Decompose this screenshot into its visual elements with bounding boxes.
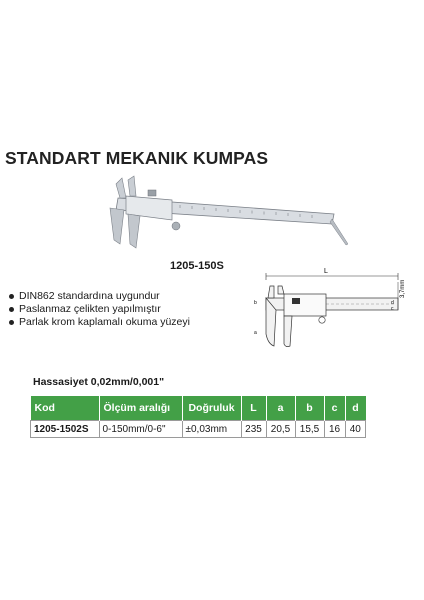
col-header-c: c	[324, 396, 345, 421]
depth-rod-label: 3,7mm	[400, 279, 406, 298]
cell-accuracy: ±0,03mm	[182, 421, 241, 438]
precision-label: Hassasiyet 0,02mm/0,001"	[33, 376, 165, 388]
cell-a: 20,5	[266, 421, 295, 438]
feature-item: Parlak krom kaplamalı okuma yüzeyi	[8, 316, 190, 329]
col-header-range: Ölçüm aralığı	[99, 396, 182, 421]
cell-L: 235	[241, 421, 266, 438]
table-row	[31, 421, 366, 438]
cell-b: 15,5	[295, 421, 324, 438]
cell-d: 40	[345, 421, 366, 438]
cell-code: 1205-1502S	[31, 421, 100, 438]
dim-c-label: c	[391, 306, 394, 312]
table-header-row	[31, 396, 366, 421]
dim-a-label: a	[254, 330, 257, 336]
col-header-d: d	[345, 396, 366, 421]
dim-b-label: b	[254, 300, 257, 306]
caliper-image	[96, 174, 348, 260]
feature-list	[8, 290, 190, 329]
dim-d-label: d	[391, 300, 394, 306]
col-header-b: b	[295, 396, 324, 421]
col-header-L: L	[241, 396, 266, 421]
cell-c: 16	[324, 421, 345, 438]
col-header-a: a	[266, 396, 295, 421]
model-label: 1205-150S	[170, 260, 224, 272]
page-title: STANDART MEKANIK KUMPAS	[5, 148, 269, 168]
spec-table	[30, 396, 366, 438]
col-header-kod: Kod	[31, 396, 100, 421]
feature-item: DIN862 standardına uygundur	[8, 290, 190, 303]
dimension-diagram	[246, 264, 410, 356]
col-header-accuracy: Doğruluk	[182, 396, 241, 421]
dim-L-label: L	[324, 268, 328, 275]
cell-range: 0-150mm/0-6"	[99, 421, 182, 438]
feature-item: Paslanmaz çelikten yapılmıştır	[8, 303, 190, 316]
